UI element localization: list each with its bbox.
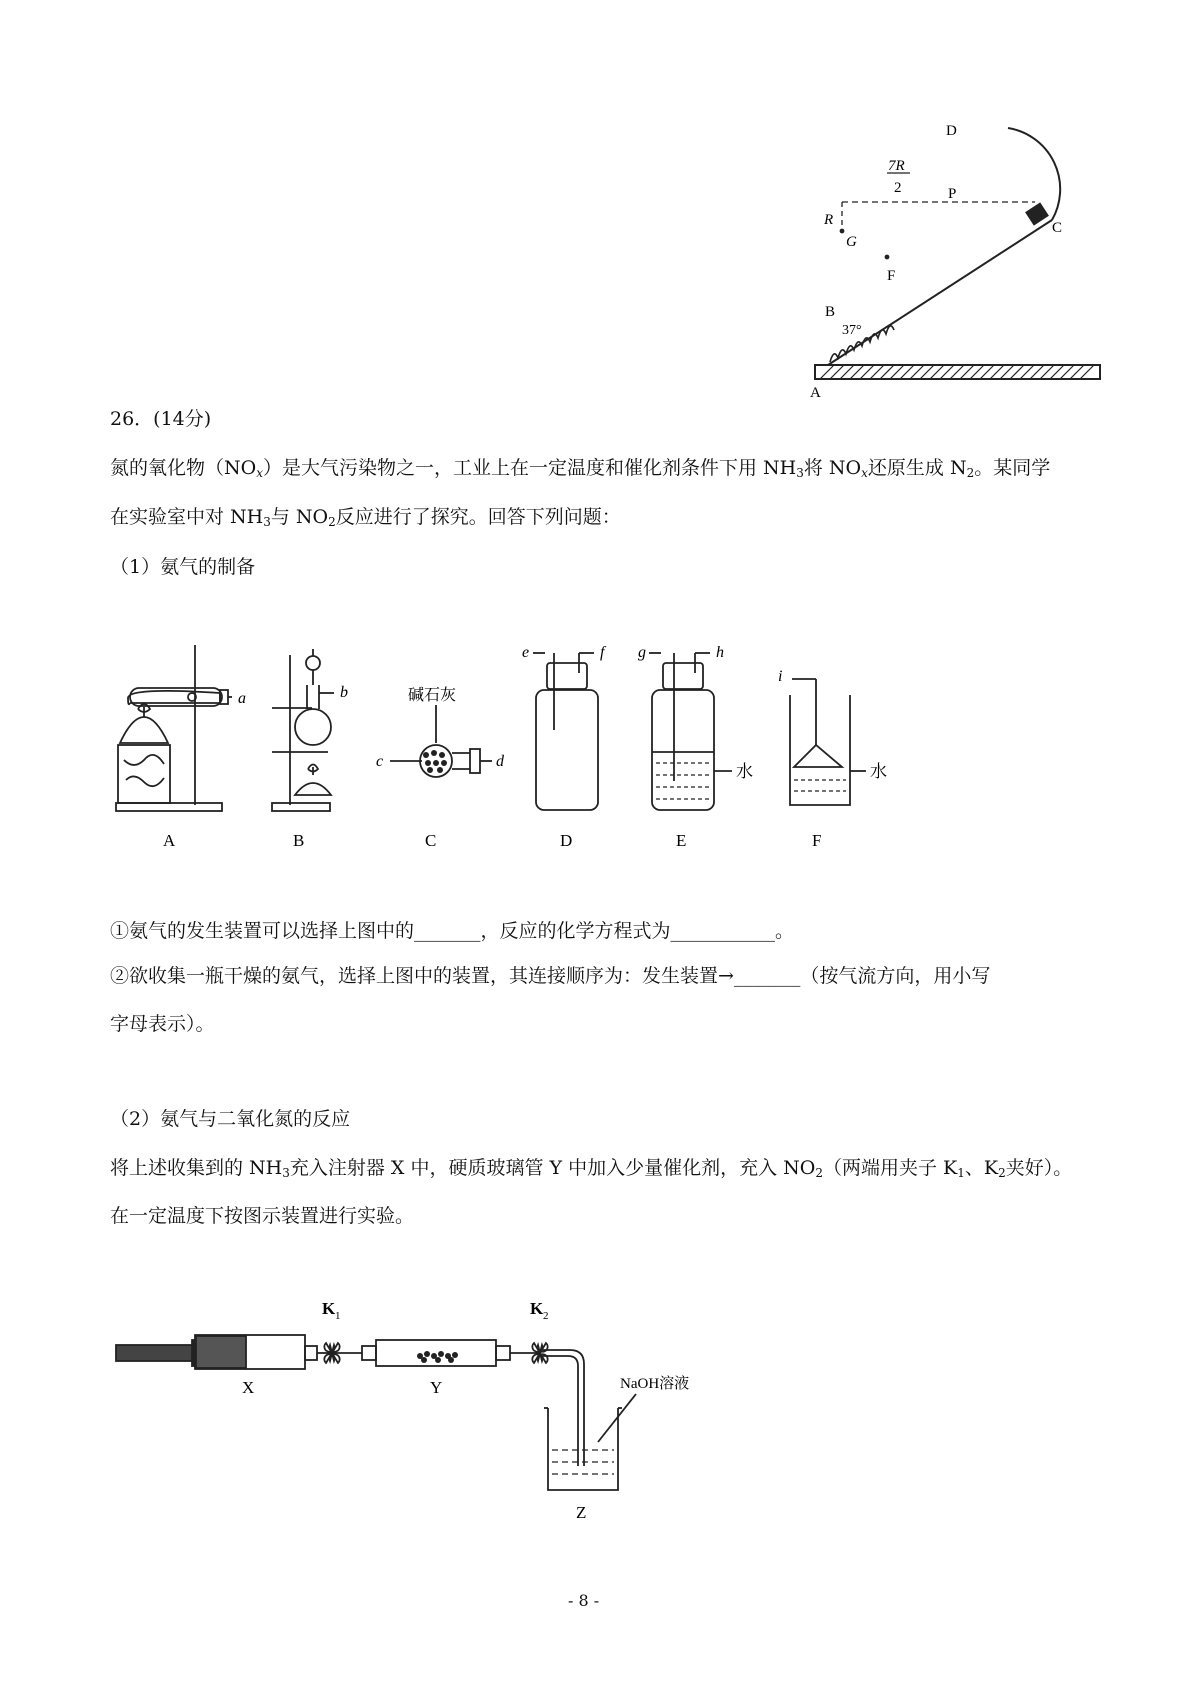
label-K2: K: [530, 1299, 544, 1318]
label-F: F: [887, 268, 896, 284]
label-2: 2: [894, 180, 902, 196]
part2-line-2: 在一定温度下按图示装置进行实验。: [110, 1205, 415, 1227]
label-c: c: [376, 753, 384, 770]
label-R: R: [824, 212, 834, 228]
incline-track-figure: [790, 110, 1110, 400]
label-C: C: [1052, 220, 1063, 236]
part2-heading: （2）氨气与二氧化氮的反应: [110, 1108, 351, 1130]
caption-F: F: [812, 831, 822, 850]
label-D: D: [946, 123, 957, 139]
label-i: i: [778, 668, 783, 685]
label-water-e: 水: [736, 762, 753, 781]
label-a: a: [238, 690, 246, 707]
label-water-f: 水: [870, 762, 887, 781]
label-K2-sub: 2: [543, 1310, 549, 1322]
subquestion-2-line-1: ②欲收集一瓶干燥的氨气，选择上图中的装置，其连接顺序为：发生装置→_______（按气流方向，用小写: [110, 965, 991, 987]
label-7R: 7R: [888, 158, 905, 174]
label-P: P: [948, 186, 957, 202]
label-f: f: [600, 644, 605, 661]
caption-A: A: [163, 831, 176, 850]
label-X: X: [242, 1378, 255, 1397]
reaction-setup-figure: [100, 1290, 800, 1535]
intro-line-2: 在实验室中对 $NH_3$与 $NO_2$反应进行了探究。回答下列问题：: [110, 506, 621, 529]
caption-B: B: [293, 831, 305, 850]
label-soda-lime: 碱石灰: [408, 687, 457, 704]
label-h: h: [716, 644, 724, 661]
label-K1-sub: 1: [335, 1310, 341, 1322]
label-B: B: [825, 304, 836, 320]
label-angle: 37°: [842, 323, 862, 338]
part2-line-1: 将上述收集到的 $NH_3$充入注射器 X 中，硬质玻璃管 Y 中加入少量催化剂，充入 $NO_2$（两端用夹子 $K_1$、$K_2$夹好）。: [110, 1157, 1073, 1180]
label-Y: Y: [430, 1378, 443, 1397]
label-naoh: NaOH溶液: [620, 1376, 690, 1392]
caption-E: E: [676, 831, 687, 850]
question-number: 26．(14分): [110, 408, 212, 430]
intro-line-1: 氮的氧化物$(NO_x)$是大气污染物之一，工业上在一定温度和催化剂条件下用 $NH_3$将 $NO_x$还原生成 $N_2$。某同学: [110, 457, 1051, 480]
label-g: g: [638, 644, 646, 661]
label-e: e: [522, 644, 530, 661]
label-K1: K: [322, 1299, 336, 1318]
label-Z: Z: [576, 1503, 587, 1522]
subquestion-1: ①氨气的发生装置可以选择上图中的_______，反应的化学方程式为___________。: [110, 920, 795, 942]
label-b: b: [340, 684, 348, 701]
label-A: A: [810, 385, 821, 400]
part1-heading: （1）氨气的制备: [110, 556, 256, 578]
caption-D: D: [560, 831, 573, 850]
ammonia-apparatus-figure: [100, 635, 960, 860]
subquestion-2-line-2: 字母表示）。: [110, 1013, 215, 1035]
label-d: d: [496, 753, 504, 770]
label-G: G: [846, 234, 857, 250]
page-number: - 8 -: [568, 1591, 600, 1610]
caption-C: C: [425, 831, 437, 850]
